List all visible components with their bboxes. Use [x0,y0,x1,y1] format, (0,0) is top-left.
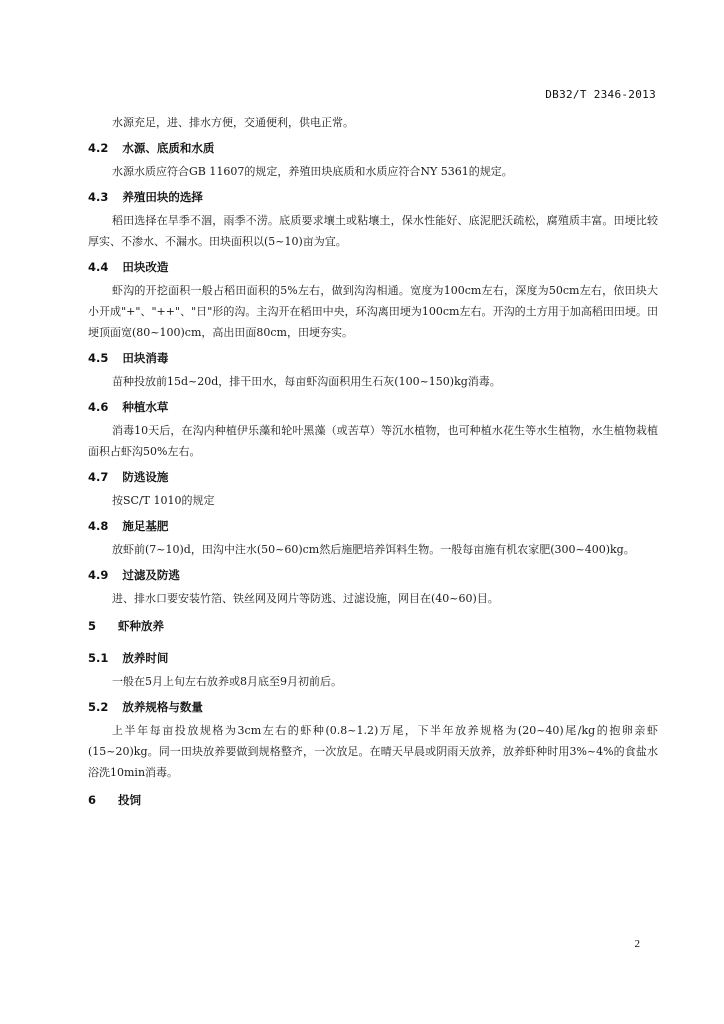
section-paragraph: 进、排水口要安装竹箔、铁丝网及网片等防逃、过滤设施，网目在(40~60)目。 [112,592,499,605]
section-heading [88,568,658,582]
section-title: 放养规格与数量 [122,700,203,714]
section-number: 5.1 [88,651,109,665]
section-title: 施足基肥 [122,519,169,533]
intro-paragraph: 水源充足，进、排水方便，交通便利，供电正常。 [112,116,354,129]
section-title: 虾种放养 [118,619,164,633]
section-title: 水源、底质和水质 [122,141,215,155]
section-number: 4.8 [88,519,109,533]
section-paragraph: 水源水质应符合GB 11607的规定，养殖田块底质和水质应符合NY 5361的规定。 [112,165,513,178]
section-number: 5.2 [88,700,109,714]
section-paragraph: 一般在5月上旬左右放养或8月底至9月初前后。 [112,675,342,688]
section-paragraph: 上半年每亩投放规格为3cm左右的虾种(0.8~1.2)万尾，下半年放养规格为(20~40)尾/kg的抱卵亲虾(15~20)kg。同一田块放养要做到规格整齐，一次放足。在晴天早晨或阴雨天放养，放养虾种时用3%~4%的食盐水浴洗10min消毒。 [88,724,658,779]
section-number: 5 [88,619,97,633]
document-body [88,112,658,825]
section-title: 防逃设施 [122,470,169,484]
section-number: 4.2 [88,141,109,155]
section-number: 6 [88,793,97,807]
page-number: 2 [634,938,640,950]
section-paragraph: 苗种投放前15d~20d，排干田水，每亩虾沟面积用生石灰(100~150)kg消毒。 [112,375,501,388]
section-heading [88,619,658,633]
section-number: 4.5 [88,351,109,365]
section-heading [88,519,658,533]
section-title: 田块消毒 [122,351,169,365]
section-title: 放养时间 [122,651,169,665]
section-number: 4.3 [88,190,109,204]
section-paragraph: 消毒10天后，在沟内种植伊乐藻和轮叶黑藻（或苦草）等沉水植物，也可种植水花生等水生植物，水生植物栽植面积占虾沟50%左右。 [88,424,658,458]
section-heading [88,260,658,274]
section-number: 4.9 [88,568,109,582]
section-number: 4.6 [88,400,109,414]
section-number: 4.4 [88,260,109,274]
section-heading [88,793,658,807]
section-title: 养殖田块的选择 [122,190,203,204]
section-title: 种植水草 [122,400,169,414]
section-heading [88,190,658,204]
section-title: 过滤及防逃 [122,568,180,582]
section-heading [88,700,658,714]
section-heading [88,470,658,484]
section-heading [88,141,658,155]
section-paragraph: 按SC/T 1010的规定 [112,494,215,507]
section-paragraph: 稻田选择在旱季不涸，雨季不涝。底质要求壤土或粘壤土，保水性能好、底泥肥沃疏松，腐殖质丰富。田埂比较厚实、不渗水、不漏水。田块面积以(5~10)亩为宜。 [88,214,658,248]
section-title: 田块改造 [122,260,169,274]
section-title: 投饲 [118,793,141,807]
document-code: DB32/T 2346-2013 [545,88,656,101]
section-heading [88,400,658,414]
section-heading [88,651,658,665]
section-paragraph: 虾沟的开挖面积一般占稻田面积的5%左右，做到沟沟相通。宽度为100cm左右，深度为50cm左右，依田块大小开成"+"、"++"、"日"形的沟。主沟开在稻田中央，环沟离田埂为100cm左右。开沟的土方用于加高稻田田埂。田埂顶面宽(80~100)cm，高出田面80cm，田埂夯实。 [88,284,658,339]
section-paragraph: 放虾前(7~10)d，田沟中注水(50~60)cm然后施肥培养饵料生物。一般每亩施有机农家肥(300~400)kg。 [112,543,635,556]
section-number: 4.7 [88,470,109,484]
section-heading [88,351,658,365]
